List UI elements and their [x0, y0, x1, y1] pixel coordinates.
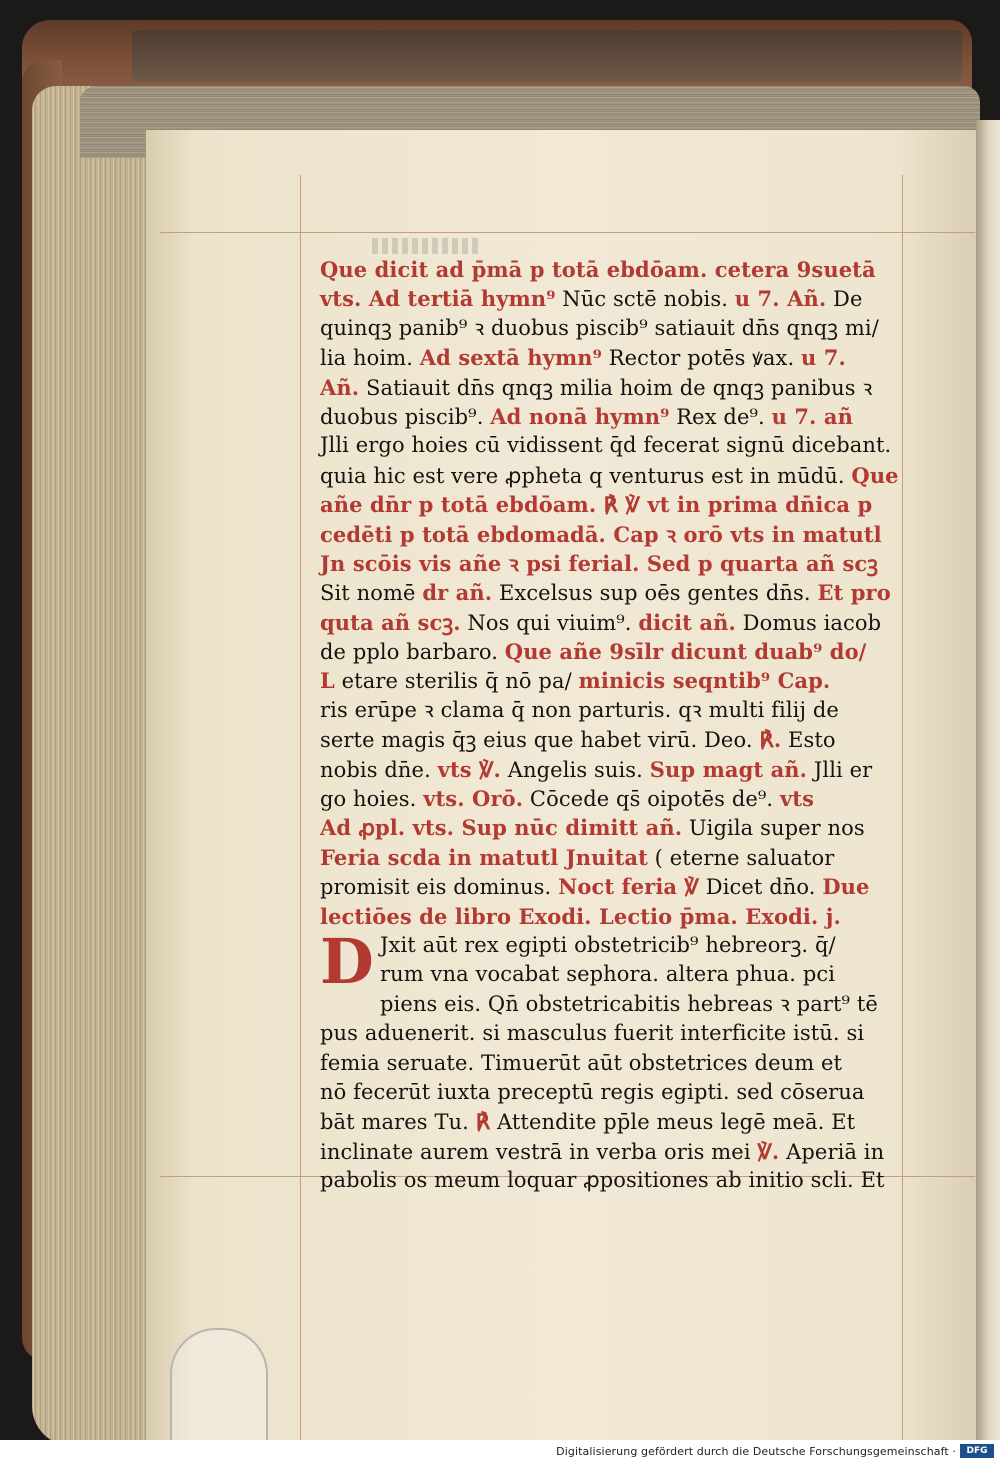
- rubric-text: quta añ scꝫ.: [320, 609, 461, 635]
- body-text: ris erūpe ꝛ clama q̄ non parturis. qꝛ multi filij de: [320, 697, 839, 722]
- body-text: inclinate aurem vestrā in verba oris mei: [320, 1139, 758, 1164]
- body-text: lia hoim.: [320, 346, 420, 371]
- text-line: [320, 784, 880, 813]
- text-line: [320, 872, 880, 901]
- margin-rule-right: [902, 175, 903, 1440]
- body-text: Nūc sctē nobis.: [555, 287, 735, 312]
- text-line: [320, 461, 899, 490]
- rubric-text: dr añ.: [422, 580, 493, 606]
- rubric-text: añe dn̄r p totā ebdōam. ℟ ℣ vt in prima dn̄ica p: [320, 492, 873, 518]
- body-text: Angelis suis.: [500, 757, 650, 782]
- rubric-text: cedēti p totā ebdomadā. Cap ꝛ orō vts in matutl: [320, 521, 882, 547]
- rubric-text: Ad ꝓpl. vts. Sup nūc dimitt añ.: [320, 815, 683, 841]
- text-line: [320, 1078, 880, 1107]
- body-text: Jlli er: [807, 757, 873, 782]
- rubric-text: Añ.: [320, 374, 360, 400]
- body-text: Jlli ergo hoies cū vidissent q̄d fecerat signū dicebant.: [320, 433, 892, 458]
- text-line: [320, 755, 880, 784]
- body-text: quinqꝫ panib⁹ ꝛ duobus piscib⁹ satiauit dn̄s qnqꝫ mi/: [320, 315, 879, 340]
- body-text: piens eis. Qn̄ obstetricabitis hebreas ꝛ part⁹ tē: [380, 991, 878, 1016]
- text-line: [320, 1166, 885, 1195]
- text-line: [320, 666, 880, 695]
- text-line: [320, 1019, 880, 1048]
- body-text: Domus iacob: [735, 610, 882, 635]
- body-text: de pplo barbaro.: [320, 640, 505, 665]
- body-text: Uigila super nos: [682, 816, 865, 841]
- rubric-text: Feria scda in matutl Jnuitat: [320, 844, 648, 870]
- text-line: [320, 1137, 885, 1166]
- text-line: [320, 990, 880, 1019]
- body-text: Cōcede qs̄ oipotēs de⁹.: [523, 787, 780, 812]
- rubric-text: u 7. añ: [771, 403, 853, 429]
- text-line: [320, 343, 880, 372]
- text-line: [320, 402, 880, 431]
- rubric-text: minicis seqntib⁹ Cap.: [578, 668, 831, 694]
- footer-bar: [0, 1440, 1000, 1464]
- rubric-text: vts. Ad tertiā hymn⁹: [320, 286, 556, 312]
- rubric-text: Ad sextā hymn⁹: [419, 345, 602, 371]
- text-line: [320, 725, 880, 754]
- text-line: [320, 255, 880, 284]
- body-text: Rex de⁹.: [669, 404, 772, 429]
- body-text: Sit nomē: [320, 581, 423, 606]
- body-text: rum vna vocabat sephora. altera phua. pci: [380, 962, 836, 987]
- text-line: [320, 549, 880, 578]
- rubric-text: u 7.: [801, 345, 846, 371]
- rubric-text: Ad nonā hymn⁹: [490, 403, 670, 429]
- text-block: [320, 255, 899, 1196]
- body-text: ( eterne saluator: [647, 845, 835, 870]
- text-line: [320, 960, 880, 989]
- text-line: [320, 637, 880, 666]
- rubric-text: Noct feria ℣: [558, 874, 699, 900]
- dfg-logo: DFG: [960, 1444, 994, 1458]
- body-text: nobis dn̄e.: [320, 757, 438, 782]
- rubric-text: dicit añ.: [638, 609, 736, 635]
- body-text: Satiauit dn̄s qnqꝫ milia hoim de qnqꝫ panibus ꝛ: [359, 375, 873, 400]
- rubric-text: ℣.: [757, 1138, 780, 1164]
- body-text: Rector potēs ꝟax.: [601, 346, 802, 371]
- margin-rule-top: [160, 232, 975, 233]
- rubric-text: vts ℣.: [437, 756, 501, 782]
- rubric-text: ℟: [475, 1109, 491, 1135]
- text-line: [320, 578, 891, 607]
- text-line: [320, 902, 880, 931]
- body-text: femia seruate. Timuerūt aūt obstetrices deum et: [320, 1050, 843, 1075]
- body-text: serte magis q̄ꝫ eius que habet virū. Deo.: [320, 728, 760, 753]
- rubric-text: Que: [851, 462, 899, 488]
- rubric-text: Que dicit ad p̄mā p totā ebdōam. cetera 9suetā: [320, 257, 876, 282]
- text-line: [320, 284, 880, 313]
- body-text: pabolis os meum loquar ꝓpositiones ab initio scli. Et: [320, 1168, 885, 1193]
- body-text: Aperiā in: [779, 1139, 885, 1164]
- body-text: Dicet dn̄o.: [698, 875, 823, 900]
- text-line: [320, 431, 892, 460]
- rubric-text: L: [320, 668, 335, 694]
- body-text: quia hic est vere ꝓpheta q venturus est in mūdū.: [320, 463, 852, 488]
- body-text: Tu.: [434, 1110, 476, 1135]
- body-text: Nos qui viuim⁹.: [460, 610, 639, 635]
- body-text: De: [826, 287, 863, 312]
- body-text: pus aduenerit. si masculus fuerit interficite istū. si: [320, 1021, 865, 1046]
- rubric-text: Due: [822, 874, 870, 900]
- book-spine: [132, 30, 962, 82]
- rubric-text: vts: [779, 786, 814, 812]
- text-line: [320, 843, 880, 872]
- rubric-text: Que añe 9sīlr dicunt duab⁹ do/: [504, 639, 867, 665]
- text-line: [320, 520, 880, 549]
- text-line: [320, 696, 880, 725]
- body-text: Esto: [781, 728, 836, 753]
- body-text: Attendite pp̄le meus legē meā. Et: [490, 1110, 856, 1135]
- rubric-text: vts. Orō.: [423, 786, 524, 812]
- page-clip: [170, 1328, 268, 1442]
- rubric-text: Et pro: [817, 580, 891, 606]
- text-line: [320, 490, 880, 519]
- footer-credit: Digitalisierung gefördert durch die Deutsche Forschungsgemeinschaft ·: [556, 1445, 956, 1458]
- body-text: bāt mares: [320, 1110, 435, 1135]
- text-line: [320, 1107, 880, 1136]
- initial-capital: D: [320, 924, 374, 998]
- body-text: nō fecerūt iuxta preceptū regis egipti. sed cōserua: [320, 1079, 865, 1104]
- body-text: Excelsus sup oēs gentes dn̄s.: [492, 581, 818, 606]
- rubric-text: ℟.: [759, 727, 782, 753]
- text-line: [320, 813, 880, 842]
- text-line: [320, 608, 880, 637]
- facing-page-edge: [976, 120, 1000, 1440]
- text-line: [320, 1049, 880, 1078]
- body-text: go hoies.: [320, 787, 424, 812]
- text-line: [320, 314, 880, 343]
- text-line: [320, 373, 880, 402]
- body-text: etare sterilis q̄ nō pa/: [334, 669, 579, 694]
- rubric-text: u 7. Añ.: [734, 286, 827, 312]
- body-text: promisit eis dominus.: [320, 875, 559, 900]
- body-text: Jxit aūt rex egipti obstetricib⁹ hebreorꝫ. q̄/: [380, 932, 836, 957]
- rubric-text: Sup magt añ.: [649, 756, 808, 782]
- margin-rule-left: [300, 175, 301, 1440]
- body-text: duobus piscib⁹.: [320, 404, 491, 429]
- faded-folio-number: [372, 238, 482, 254]
- rubric-text: lectiōes de libro Exodi. Lectio p̄ma. Exodi. j.: [320, 903, 841, 929]
- rubric-text: Jn scōis vis añe ꝛ psi ferial. Sed p quarta añ scꝫ: [320, 550, 879, 576]
